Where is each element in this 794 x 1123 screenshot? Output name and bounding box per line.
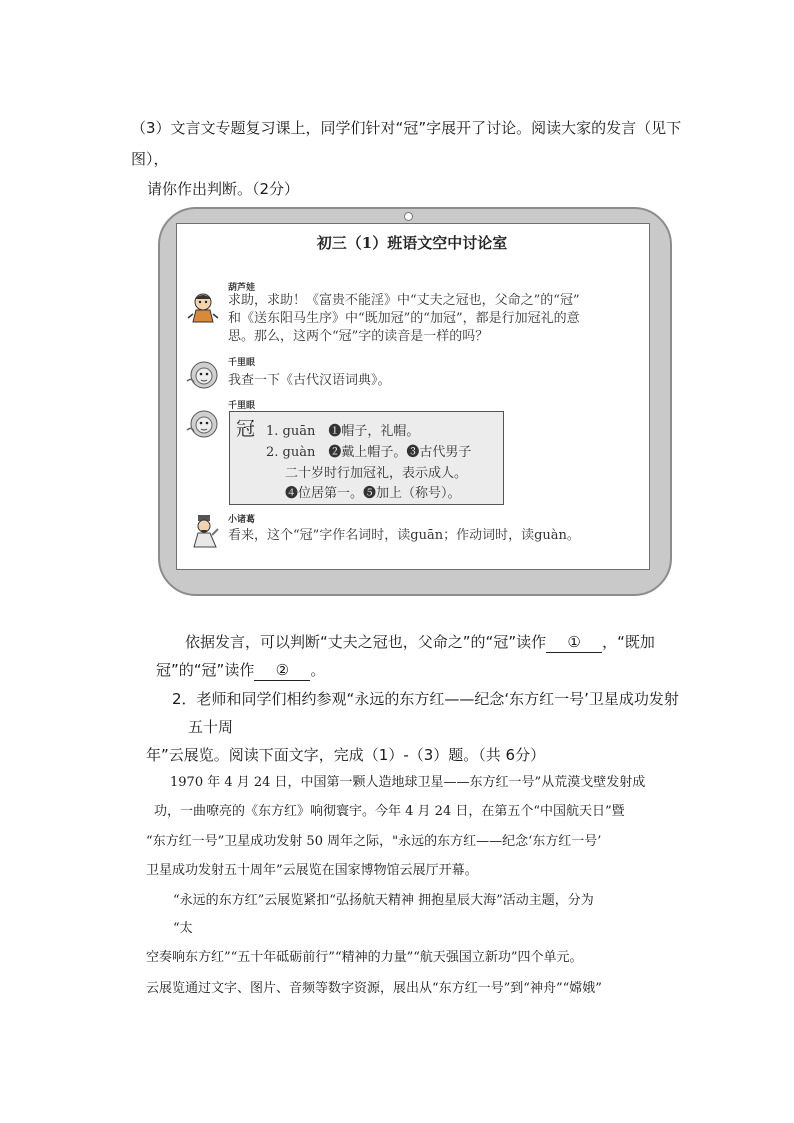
intro-line-1: （3）文言文专题复习课上，同学们针对“冠”字展开了讨论。阅读大家的发言（见下 xyxy=(131,119,682,137)
dictionary-line: 二十岁时行加冠礼，表示成人。 xyxy=(285,466,468,481)
passage-line: 空奏响东方红”“五十年砥砺前行”“精神的力量”“航天强国立新功”四个单元。 xyxy=(146,950,583,965)
dictionary-line: ❹位居第一。❺加上（称号）。 xyxy=(285,486,461,501)
dictionary-line: 2. guàn ❷戴上帽子。❸古代男子 xyxy=(266,445,472,460)
passage-line: 功，一曲嘹亮的《东方红》响彻寰宇。今年 4 月 24 日，在第五个“中国航天日”暨 xyxy=(154,804,625,819)
intro-line-3: 请你作出判断。（2分） xyxy=(147,180,300,198)
section2-line-3: 年”云展览。阅读下面文字，完成（1）-（3）题。（共 6分） xyxy=(146,746,546,764)
speaker-name: 千里眼 xyxy=(228,358,256,368)
monkey-avatar-icon xyxy=(184,406,220,442)
message-line: 思。那么，这两个“冠”字的读音是一样的吗？ xyxy=(228,329,489,344)
section2-line-2: 五十周 xyxy=(188,718,234,736)
message-line: 我查一下《古代汉语词典》。 xyxy=(228,373,391,388)
frame-hole xyxy=(404,212,413,221)
dictionary-line: 1. guān ❶帽子，礼帽。 xyxy=(266,424,420,439)
speaker-name: 葫芦娃 xyxy=(228,283,256,293)
zhuge-avatar-icon xyxy=(186,513,222,549)
intro-line-2: 图）， xyxy=(131,150,169,168)
passage-line: “太 xyxy=(173,921,193,936)
section2-line-1: 2．老师和同学们相约参观“永远的东方红——纪念‘东方红一号’卫星成功发射 xyxy=(172,690,679,708)
question-line-2: 冠”的“冠”读作 ② 。 xyxy=(156,661,326,679)
answer-blank-1[interactable]: ① xyxy=(546,632,602,653)
message-line: 和《送东阳马生序》中“既加冠”的“加冠”，都是行加冠礼的意 xyxy=(228,311,580,326)
speaker-name: 千里眼 xyxy=(228,401,256,411)
message-line: 求助，求助！《富贵不能淫》中“丈夫之冠也，父命之”的“冠” xyxy=(228,293,580,308)
gourd-boy-avatar-icon xyxy=(185,290,221,326)
dictionary-character: 冠 xyxy=(236,418,256,440)
passage-line: “永远的东方红”云展览紧扣“弘扬航天精神 拥抱星辰大海”活动主题，分为 xyxy=(173,893,594,908)
passage-line: 卫星成功发射五十周年”云展览在国家博物馆云展厅开幕。 xyxy=(146,863,478,878)
question-line-1: 依据发言，可以判断“丈夫之冠也，父命之”的“冠”读作 ① ，“既加 xyxy=(185,633,655,651)
passage-line: 1970 年 4 月 24 日，中国第一颗人造地球卫星——东方红一号”从荒漠戈壁发射成 xyxy=(170,775,646,790)
answer-blank-2[interactable]: ② xyxy=(254,660,310,681)
message-line: 看来，这个“冠”字作名词时，读guān；作动词时，读guàn。 xyxy=(228,528,580,543)
passage-line: “东方红一号”卫星成功发射 50 周年之际，"永远的东方红——纪念‘东方红一号’ xyxy=(146,834,602,849)
passage-line: 云展览通过文字、图片、音频等数字资源，展出从“东方红一号”到“神舟”“嫦娥” xyxy=(146,981,602,996)
dictionary-entry xyxy=(229,411,504,505)
chat-room-title: 初三（1）班语文空中讨论室 xyxy=(316,234,508,252)
monkey-avatar-icon xyxy=(184,357,220,393)
speaker-name: 小诸葛 xyxy=(228,515,256,525)
